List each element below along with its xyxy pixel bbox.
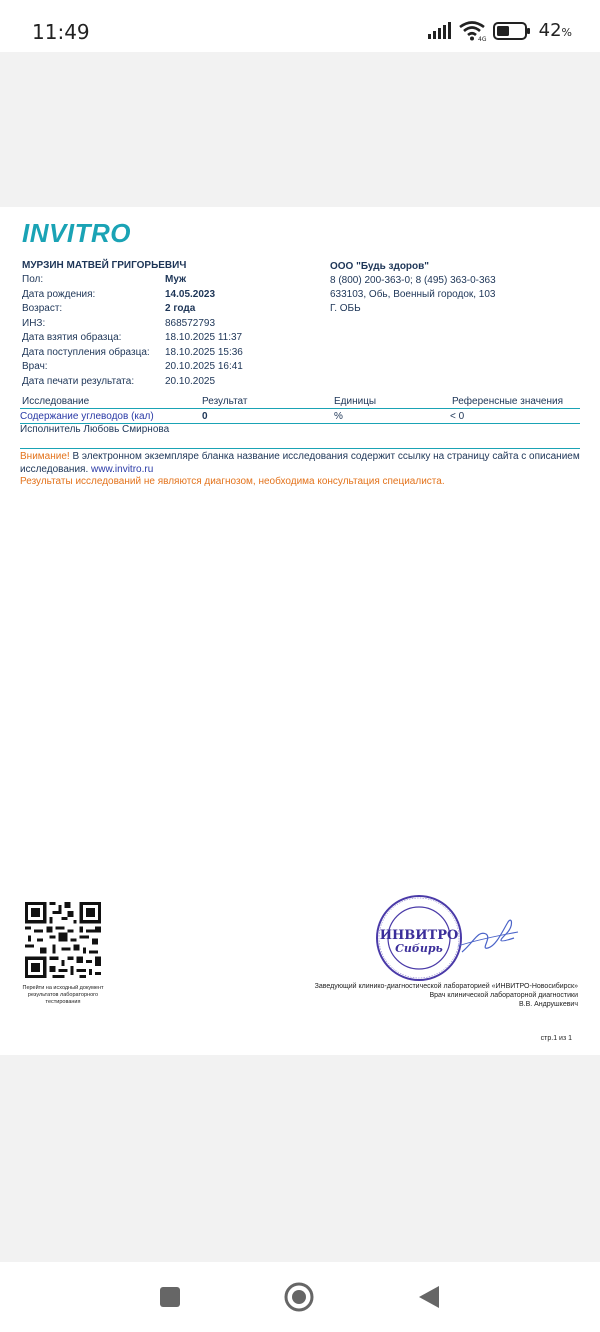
- signer-block: [315, 982, 578, 1009]
- organization-name: ООО "Будь здоров": [330, 261, 430, 272]
- recents-button[interactable]: [155, 1282, 185, 1312]
- network-type-label: 4G: [477, 35, 487, 43]
- field-row-sample-taken: [22, 332, 312, 347]
- header-units: Единицы: [334, 396, 377, 407]
- field-row-age: [22, 303, 312, 318]
- field-label: ИНЗ:: [22, 317, 46, 329]
- test-name-link[interactable]: Содержание углеводов (кал): [20, 411, 154, 422]
- notice-body: В электронном экземпляре бланка название исследования содержит ссылку на страницу сайта с описанием исследования.: [20, 451, 580, 475]
- field-label: Дата рождения:: [22, 288, 96, 300]
- field-value: 2 года: [165, 303, 196, 314]
- header-test: Исследование: [22, 396, 90, 407]
- notice-text: [20, 451, 580, 476]
- warning-label: Внимание!: [20, 451, 70, 462]
- field-row-birthdate: [22, 289, 312, 304]
- notice-block: [20, 448, 580, 489]
- field-label: Возраст:: [22, 303, 63, 314]
- page-number: стр.1 из 1: [540, 1035, 572, 1042]
- organization-city: Г. ОБЬ: [330, 303, 361, 314]
- field-value: Муж: [165, 274, 187, 285]
- organization-address: 633103, Обь, Военный городок, 103: [330, 289, 496, 300]
- organization-info: [330, 260, 496, 316]
- triangle-back-icon: [417, 1284, 441, 1310]
- document-page: [0, 207, 600, 1055]
- patient-fields: [22, 274, 312, 390]
- signer-line: Заведующий клинико-диагностической лабораторией «ИНВИТРО-Новосибирск»: [314, 983, 578, 990]
- invitro-logo: INVITRO: [22, 218, 131, 248]
- cellular-signal-icon: [428, 23, 451, 39]
- table-row: [20, 409, 580, 424]
- field-row-print-date: [22, 376, 312, 391]
- header-reference: Референсные значения: [452, 396, 564, 407]
- qr-code-icon[interactable]: [25, 902, 101, 978]
- back-button[interactable]: [414, 1282, 444, 1312]
- header-result: Результат: [202, 396, 248, 407]
- field-value: 868572793: [165, 317, 216, 329]
- field-label: Дата печати результата:: [22, 375, 135, 387]
- field-row-inz: [22, 318, 312, 333]
- status-bar: [0, 0, 600, 52]
- status-icons: [428, 20, 572, 41]
- organization-phones: 8 (800) 200-363-0; 8 (495) 363-0-363: [330, 275, 496, 286]
- patient-name: МУРЗИН МАТВЕЙ ГРИГОРЬЕВИЧ: [22, 260, 187, 271]
- battery-percent: 42%: [538, 20, 572, 41]
- status-time: 11:49: [32, 20, 90, 44]
- test-result: 0: [202, 411, 208, 422]
- results-table-header: [20, 394, 580, 409]
- field-value: 14.05.2023: [165, 288, 216, 300]
- field-value: 20.10.2025 16:41: [165, 361, 243, 372]
- svg-text:ИНВИТРО: ИНВИТРО: [379, 928, 459, 943]
- test-reference: < 0: [450, 411, 465, 422]
- svg-text:Сибирь: Сибирь: [395, 942, 443, 955]
- field-row-sample-received: [22, 347, 312, 362]
- field-label: Дата поступления образца:: [22, 346, 150, 358]
- signer-line: В.В. Андрушкевич: [518, 1001, 578, 1008]
- invitro-link[interactable]: www.invitro.ru: [91, 463, 154, 475]
- field-value: 18.10.2025 15:36: [165, 346, 243, 358]
- wifi-icon: [459, 21, 485, 41]
- field-label: Дата взятия образца:: [22, 332, 122, 343]
- seal-stamp-icon: [374, 893, 464, 983]
- signer-line: Врач клинической лабораторной диагностики: [429, 992, 578, 999]
- home-button[interactable]: [284, 1282, 314, 1312]
- field-row-sex: [22, 274, 312, 289]
- field-label: Пол:: [22, 274, 44, 285]
- test-units: %: [334, 411, 343, 422]
- square-icon: [158, 1285, 182, 1309]
- qr-caption: Перейти на исходный документ результатов лабораторного тестирования: [22, 985, 104, 1005]
- signature-icon: [456, 912, 520, 960]
- performer: Исполнитель Любовь Смирнова: [20, 424, 170, 435]
- navigation-bar: [0, 1262, 600, 1332]
- field-value: 20.10.2025: [165, 375, 216, 387]
- field-value: 18.10.2025 11:37: [165, 332, 243, 343]
- circle-home-icon: [284, 1282, 314, 1312]
- battery-icon: [493, 21, 531, 41]
- field-row-doctor: [22, 361, 312, 376]
- disclaimer: Результаты исследований не являются диагнозом, необходима консультация специалиста.: [20, 476, 445, 487]
- field-label: Врач:: [22, 361, 48, 372]
